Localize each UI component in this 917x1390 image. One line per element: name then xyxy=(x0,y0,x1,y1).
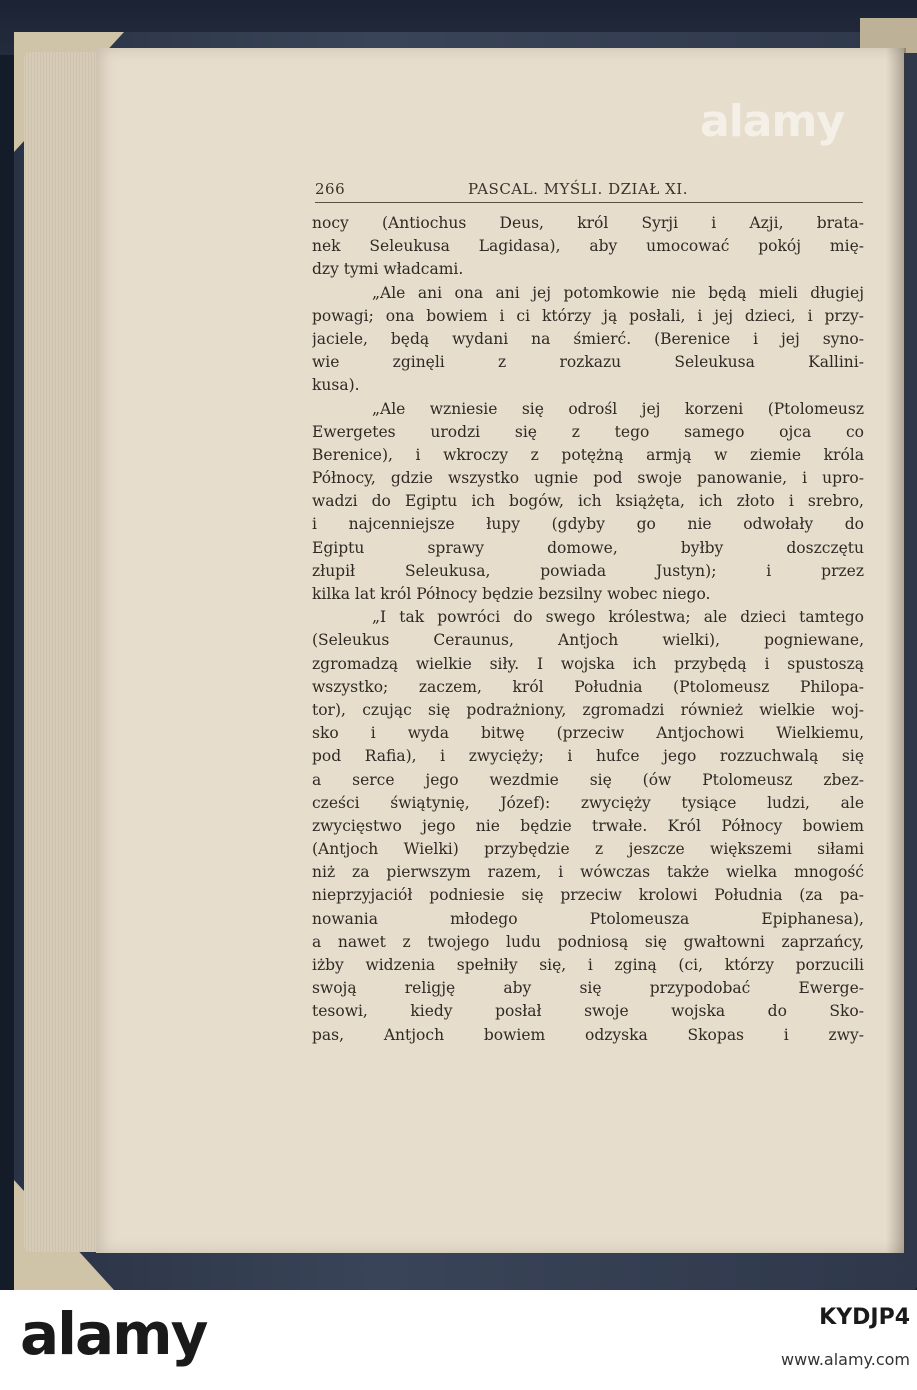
text-line: jaciele, będą wydani na śmierć. (Berenice i jej syno- xyxy=(312,329,864,348)
text-line: powagi; ona bowiem i ci którzy ją posłali, i jej dzieci, i przy- xyxy=(312,306,864,325)
text-line: zgromadzą wielkie siły. I wojska ich przybędą i spustoszą xyxy=(312,654,864,673)
text-line: zwycięstwo jego nie będzie trwałe. Król Północy bowiem xyxy=(312,816,864,835)
running-title: PASCAL. MYŚLI. DZIAŁ XI. xyxy=(468,180,688,198)
text-line: dzy tymi władcami. xyxy=(312,260,464,279)
text-line: złupił Seleukusa, powiada Justyn); i przez xyxy=(312,561,864,580)
text-line: pod Rafia), i zwycięży; i hufce jego rozzuchwalą się xyxy=(312,747,864,766)
text-line: „I tak powróci do swego królestwa; ale dzieci tamtego xyxy=(372,608,864,627)
watermark-logo-top: alamy xyxy=(700,96,844,147)
text-line: iżby widzenia spełniły się, i zginą (ci, którzy porzucili xyxy=(312,956,864,974)
text-line: wszystko; zaczem, król Południa (Ptolomeusz Philopa- xyxy=(312,677,864,696)
text-line: nek Seleukusa Lagidasa), aby umocować pokój mię- xyxy=(312,237,864,256)
text-line: Północy, gdzie wszystko ugnie pod swoje panowanie, i upro- xyxy=(312,469,864,488)
text-line: pas, Antjoch bowiem odzyska Skopas i zwy- xyxy=(312,1025,864,1044)
text-line: tor), czując się podrażniony, zgromadzi również wielkie woj- xyxy=(312,700,864,719)
stock-image-id: KYDJP4 xyxy=(819,1305,910,1330)
page-number: 266 xyxy=(315,180,346,198)
body-text xyxy=(312,212,864,1047)
text-line: swoją religję aby się przypodobać Ewerge- xyxy=(312,979,864,998)
text-line: nocy (Antiochus Deus, król Syrji i Azji, brata- xyxy=(312,214,864,232)
page-shadow xyxy=(886,48,906,1253)
text-line: nowania młodego Ptolomeusza Epiphanesa), xyxy=(312,909,864,928)
text-line: wie zginęli z rozkazu Seleukusa Kallini- xyxy=(312,353,864,372)
text-line: i najcenniejsze łupy (gdyby go nie odwołały do xyxy=(312,515,864,534)
text-line: Egiptu sprawy domowe, byłby doszczętu xyxy=(312,538,864,557)
text-line: a nawet z twojego ludu podniosą się gwałtowni zaprzańcy, xyxy=(312,932,864,951)
text-line: „Ale wzniesie się odrośl jej korzeni (Ptolomeusz xyxy=(372,399,864,418)
text-line: nieprzyjaciół podniesie się przeciw krolowi Południa (za pa- xyxy=(312,886,864,905)
text-line: (Antjoch Wielki) przybędzie z jeszcze większemi siłami xyxy=(312,840,864,859)
text-line: tesowi, kiedy posłał swoje wojska do Sko- xyxy=(312,1002,864,1021)
stock-site-url: www.alamy.com xyxy=(781,1350,910,1369)
text-line: kilka lat król Północy będzie bezsilny wobec niego. xyxy=(312,585,711,603)
text-line: „Ale ani ona ani jej potomkowie nie będą mieli długiej xyxy=(372,283,864,302)
text-line: sko i wyda bitwę (przeciw Antjochowi Wielkiemu, xyxy=(312,724,864,743)
text-line: kusa). xyxy=(312,376,360,395)
text-line: Ewergetes urodzi się z tego samego ojca co xyxy=(312,422,864,441)
text-line: cześci świątynię, Józef): zwycięży tysiące ludzi, ale xyxy=(312,793,864,812)
text-line: niż za pierwszym razem, i wówczas także wielka mnogość xyxy=(312,863,864,882)
text-line: a serce jego wezdmie się (ów Ptolomeusz zbez- xyxy=(312,770,864,789)
header-rule xyxy=(315,202,863,203)
text-line: Berenice), i wkroczy z potężną armją w ziemie króla xyxy=(312,445,864,464)
watermark-logo-bottom: alamy xyxy=(20,1300,207,1368)
text-line: wadzi do Egiptu ich bogów, ich książęta, ich złoto i srebro, xyxy=(312,492,864,511)
text-line: (Seleukus Ceraunus, Antjoch wielki), pogniewane, xyxy=(312,631,864,650)
